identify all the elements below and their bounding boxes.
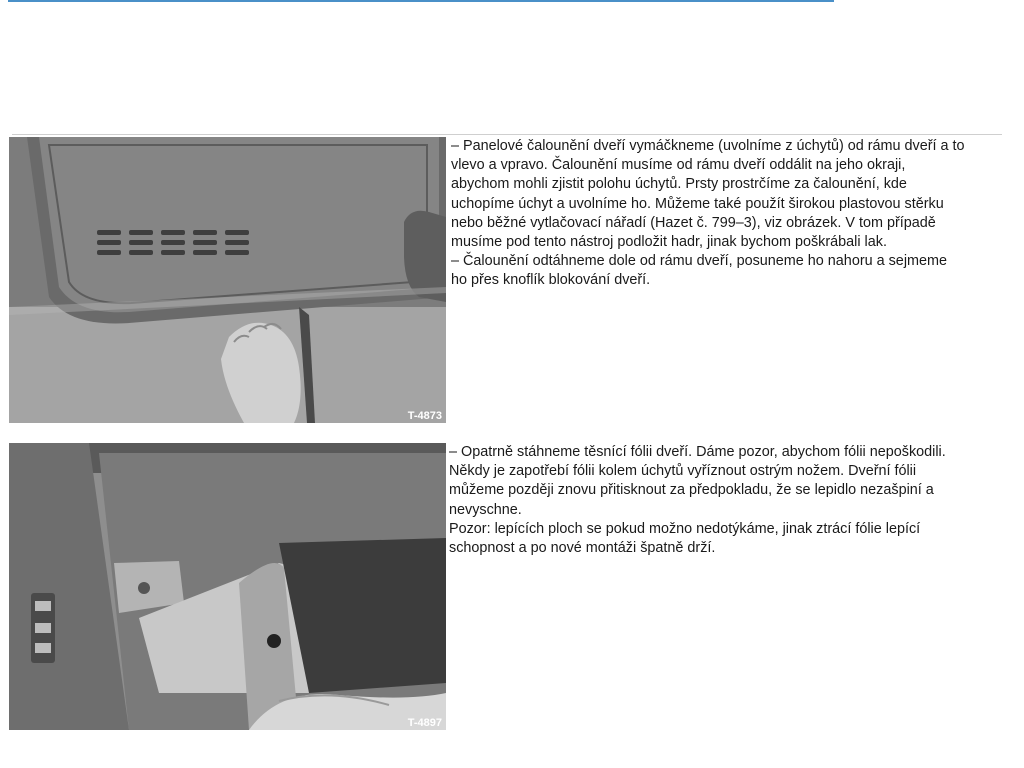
text-line: můžeme později znovu přitisknout za předpokladu, že se lepidlo nezašpiní a bbox=[449, 482, 934, 499]
text-line: uchopíme úchyt a uvolníme ho. Můžeme také použít širokou plastovou stěrku bbox=[451, 195, 944, 212]
text-line: – Čalounění odtáhneme dole od rámu dveří, posuneme ho nahoru a sejmeme bbox=[451, 253, 947, 270]
instruction-text-2 bbox=[449, 443, 946, 558]
section-divider bbox=[12, 134, 1002, 135]
text-line: – Panelové čalounění dveří vymáčkneme (uvolníme z úchytů) od rámu dveří a to bbox=[451, 138, 965, 154]
figure-label-2: T-4897 bbox=[407, 717, 442, 729]
text-line: abychom mohli zjistit polohu úchytů. Prsty prostrčíme za čalounění, kde bbox=[451, 176, 907, 193]
text-line: nebo běžné vytlačovací nářadí (Hazet č. 799–3), viz obrázek. V tom případě bbox=[451, 214, 936, 231]
text-line: Někdy je zapotřebí fólii kolem úchytů vyříznout ostrým nožem. Dveřní fólii bbox=[449, 463, 917, 480]
door-foil-illustration bbox=[9, 443, 446, 730]
figure-label-1: T-4873 bbox=[407, 410, 442, 422]
text-line: Pozor: lepících ploch se pokud možno nedotýkáme, jinak ztrácí fólie lepící bbox=[449, 520, 921, 537]
door-foil-photo bbox=[9, 443, 446, 730]
top-rule bbox=[8, 0, 834, 2]
door-trim-photo bbox=[9, 137, 446, 423]
text-line: nevyschne. bbox=[449, 501, 522, 518]
instruction-text-1 bbox=[451, 137, 965, 291]
text-line: ho přes knoflík blokování dveří. bbox=[451, 272, 651, 289]
door-trim-illustration bbox=[9, 137, 446, 423]
text-line: schopnost a po nové montáži špatně drží. bbox=[449, 540, 716, 557]
text-line: vlevo a vpravo. Čalounění musíme od rámu dveří oddálit na jeho okraji, bbox=[451, 157, 906, 174]
text-line: musíme pod tento nástroj podložit hadr, jinak bychom poškrábali lak. bbox=[451, 234, 887, 251]
text-line: – Opatrně stáhneme těsnící fólii dveří. Dáme pozor, abychom fólii nepoškodili. bbox=[449, 444, 946, 460]
